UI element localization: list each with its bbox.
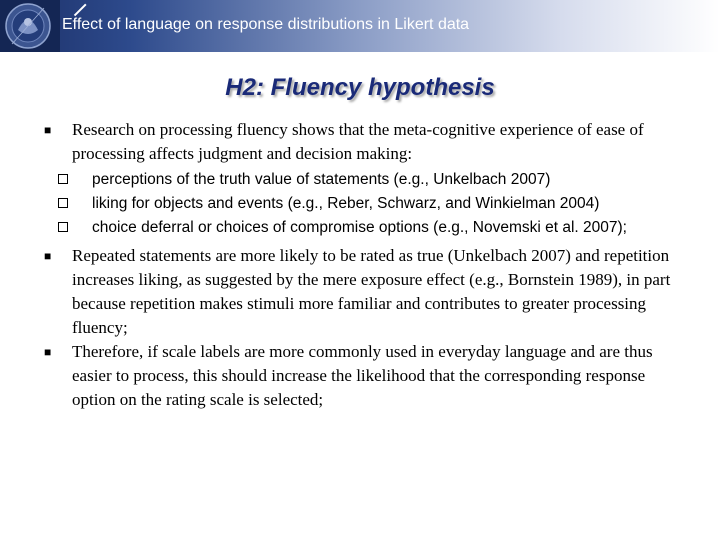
bullet-item (44, 244, 684, 340)
square-bullet-icon: ■ (44, 123, 52, 137)
bullet-text: Therefore, if scale labels are more commonly used in everyday language and are thus easier to process, this should increase the likelihood that the corresponding response option on the rating scale is selected; (72, 342, 653, 409)
university-seal-icon (0, 0, 60, 52)
header-bar (0, 0, 720, 52)
square-bullet-icon: ■ (44, 345, 52, 359)
title-slash-decoration (74, 4, 86, 16)
bullet-item (44, 118, 684, 166)
bullet-item (44, 340, 684, 412)
slide-content (44, 118, 684, 412)
sub-bullet-item (58, 192, 684, 216)
sub-bullet-text: choice deferral or choices of compromise options (e.g., Novemski et al. 2007); (92, 219, 627, 236)
sub-bullet-text: liking for objects and events (e.g., Reber, Schwarz, and Winkielman 2004) (92, 195, 600, 212)
hollow-square-bullet-icon (58, 198, 68, 208)
hollow-square-bullet-icon (58, 174, 68, 184)
square-bullet-icon: ■ (44, 249, 52, 263)
slide-title: H2: Fluency hypothesis (225, 74, 495, 101)
hollow-square-bullet-icon (58, 222, 68, 232)
sub-bullet-item (58, 216, 684, 240)
sub-bullet-text: perceptions of the truth value of statements (e.g., Unkelbach 2007) (92, 171, 551, 188)
bullet-text: Repeated statements are more likely to be rated as true (Unkelbach 2007) and repetition increases liking, as suggested by the mere exposure effect (e.g., Bornstein 1989), in part because repetition makes stimuli more familiar and contributes to greater processing fluency; (72, 246, 671, 337)
deck-title: Effect of language on response distributions in Likert data (62, 16, 470, 33)
sub-bullet-item (58, 168, 684, 192)
sub-bullet-list (58, 168, 684, 240)
bullet-text: Research on processing fluency shows that the meta-cognitive experience of ease of processing affects judgment and decision making: (72, 120, 644, 163)
